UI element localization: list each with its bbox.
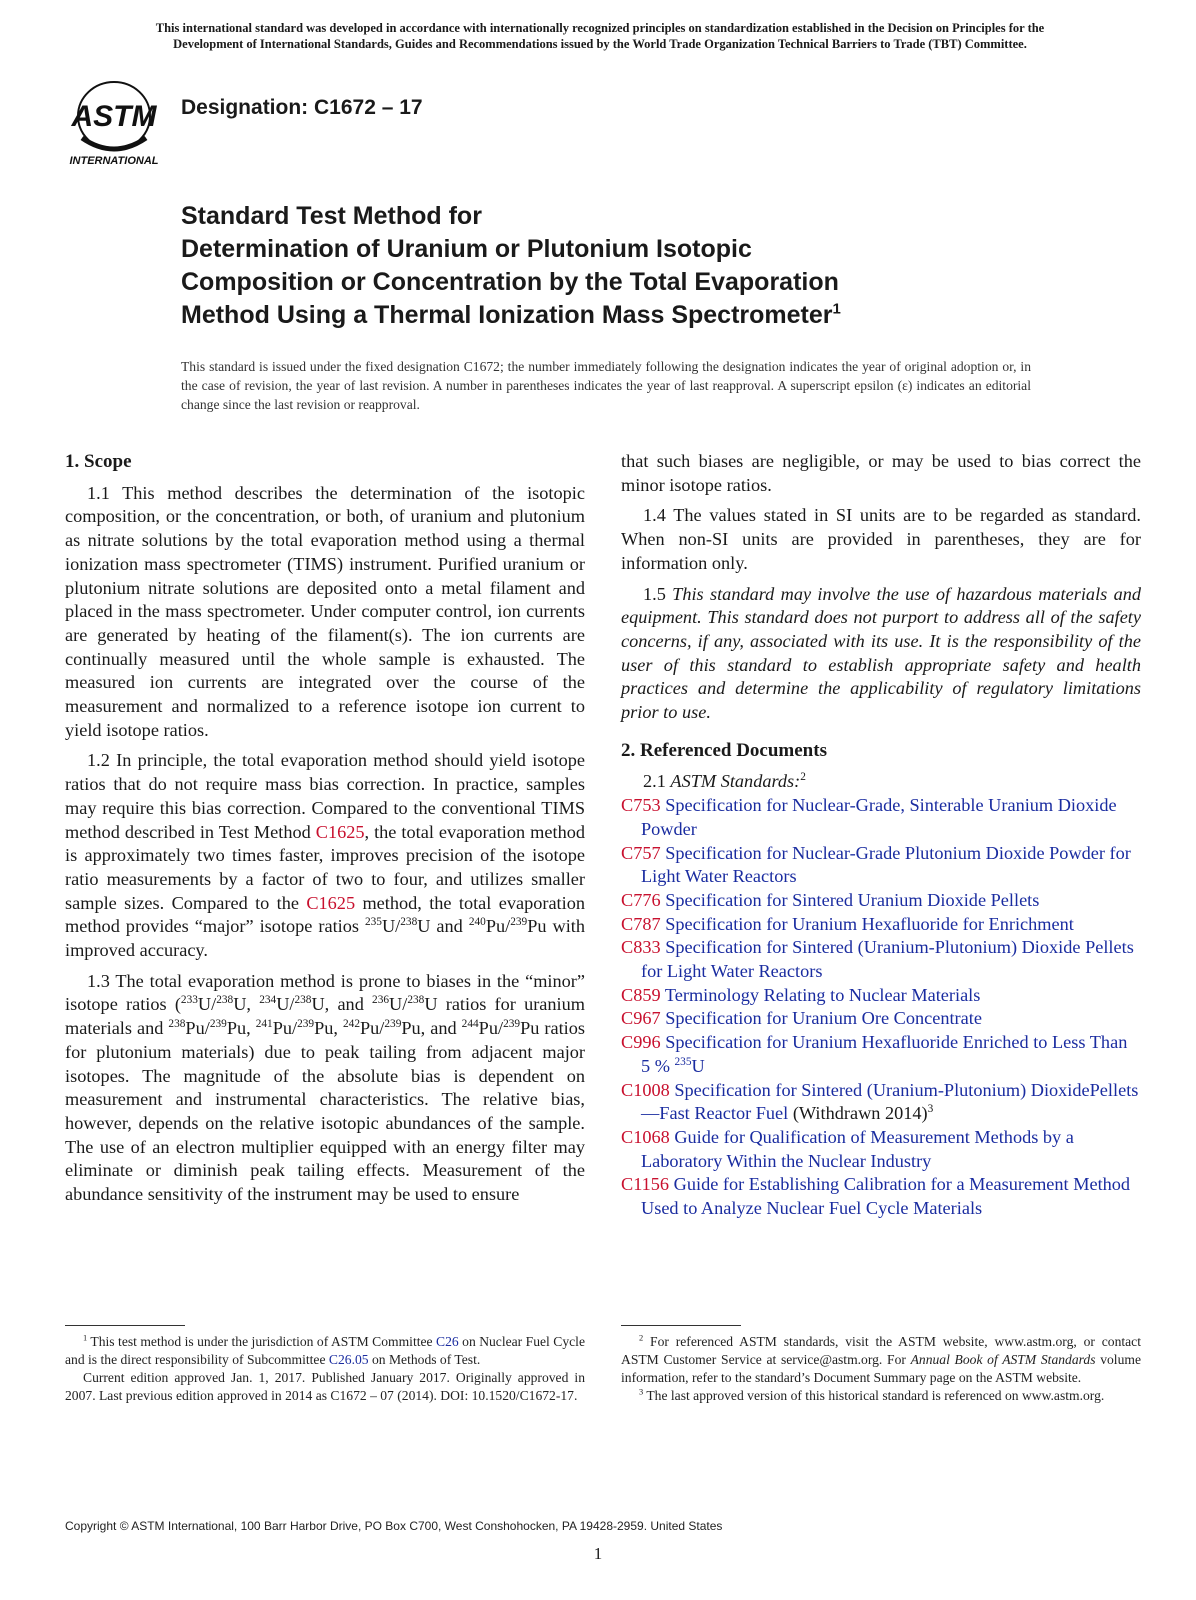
reference-code-link[interactable]: C787	[621, 913, 661, 934]
reference-title-link[interactable]: Guide for Establishing Calibration for a Measurement Method Used to Analyze Nuclear Fuel Cycle Materials	[641, 1174, 1131, 1219]
reference-withdrawn-note: (Withdrawn 2014)	[788, 1103, 928, 1124]
logo-wordmark: ASTM	[71, 100, 157, 133]
scope-heading: 1. Scope	[65, 451, 132, 472]
issuance-notice: This standard is issued under the fixed designation C1672; the number immediately following the designation indicates the year of original adoption or, in the case of revision, the year of last revision. A number in parentheses indicates the year of last reapproval. A superscript epsilon (ε) indicates an editorial change since the last revision or reapproval.	[181, 359, 1031, 412]
title-line-3: Composition or Concentration by the Total Evaporation	[181, 268, 839, 296]
reference-code-link[interactable]: C1008	[621, 1079, 670, 1100]
reference-code-link[interactable]: C1156	[621, 1174, 670, 1195]
reference-item[interactable]	[621, 1173, 1141, 1220]
footnotes-right	[621, 1333, 1141, 1405]
para-1-1: 1.1 This method describes the determination of the isotopic composition, or the concentration, or both, of uranium and plutonium as nitrate solutions by the total evaporation method using a thermal ionization mass spectrometer (TIMS) instrument. Purified uranium or plutonium nitrate solutions are deposited onto a metal filament and placed in the mass spectrometer. Under computer control, ion currents are generated by heating of the filament(s). The ion currents are continually measured until the whole sample is exhausted. The measured ion currents are integrated over the course of the measurement and normalized to a reference isotope ion current to yield isotope ratios.	[65, 482, 585, 740]
reference-item[interactable]	[621, 1007, 1141, 1031]
reference-title-link[interactable]: Guide for Qualification of Measurement Methods by a Laboratory Within the Nuclear Industry	[641, 1126, 1074, 1171]
referenced-heading: 2. Referenced Documents	[621, 739, 827, 761]
link-c1625-2[interactable]: C1625	[306, 892, 356, 913]
title-line-4: Method Using a Thermal Ionization Mass Spectrometer	[181, 301, 833, 329]
title-line-1: Standard Test Method for	[181, 202, 482, 230]
footnote-mark-3: 3	[927, 1103, 934, 1116]
para-1-3-cont: that such biases are negligible, or may be used to bias correct the minor isotope ratios.	[621, 451, 1141, 495]
left-column	[65, 450, 585, 1214]
astm-logo	[62, 78, 167, 168]
reference-code-link[interactable]: C753	[621, 795, 661, 816]
reference-code-link[interactable]: C1068	[621, 1126, 670, 1147]
footnotes-left	[65, 1333, 585, 1405]
reference-item[interactable]	[621, 842, 1141, 889]
footnote-2: $^2$ For referenced ASTM standards, visit the ASTM website, www.astm.org, or contact ASTM Customer Service at service@astm.org. For Annual Book of ASTM Standards volume information, refer to the standard’s Document Summary page on the ASTM website.	[621, 1332, 1141, 1385]
reference-title-link[interactable]: Specification for Uranium Hexafluoride Enriched to Less Than 5 %	[641, 1032, 1128, 1076]
reference-code-link[interactable]: C967	[621, 1008, 661, 1029]
reference-title-link[interactable]: Specification for Sintered (Uranium-Plutonium) Dioxide Pellets for Light Water Reactors	[641, 937, 1134, 982]
reference-title-link[interactable]: Specification for Uranium Hexafluoride for Enrichment	[665, 913, 1074, 934]
reference-code-link[interactable]: C757	[621, 842, 661, 863]
para-1-3: 1.3 The total evaporation method is prone to biases in the “minor” isotope ratios ($^{233}$U/$^{238}$U, $^{234}$U/$^{238}$U, and $^{236}$U/$^{238}$U ratios for uranium materials and $^{238}$Pu/$^{239}$Pu, $^{241}$Pu/$^{239}$Pu, $^{242}$Pu/$^{239}$Pu, and $^{244}$Pu/$^{239}$Pu ratios for plutonium materials) due to peak tailing from adjacent major isotopes. The magnitude of the absolute bias is dependent on measurement and instrumental characteristics. The relative bias, however, depends on the relative isotopic abundances of the sample. The use of an electron multiplier equipped with an energy filter may eliminate or diminish peak tailing effects. Measurement of the abundance sensitivity of the instrument may be used to ensure	[65, 970, 586, 1205]
logo-subtitle: INTERNATIONAL	[69, 155, 159, 167]
copyright-line: Copyright © ASTM International, 100 Barr Harbor Drive, PO Box C700, West Conshohocken, PA 19428-2959. United States	[65, 1519, 723, 1533]
title-line-2: Determination of Uranium or Plutonium Isotopic	[181, 235, 752, 263]
tbt-banner	[60, 20, 1140, 52]
para-1-5: 1.5 This standard may involve the use of hazardous materials and equipment. This standard does not purport to address all of the safety concerns, if any, associated with its use. It is the responsibility of the user of this standard to establish appropriate safety and health practices and determine the applicability of regulatory limitations prior to use.	[621, 583, 1142, 723]
astm-standards-subheading: 2.1 ASTM Standards:$^2$	[643, 771, 806, 792]
link-c26[interactable]: C26	[436, 1334, 459, 1349]
referenced-standards-list	[621, 794, 1141, 1221]
footnote-rule-right	[621, 1325, 741, 1326]
banner-line-2: Development of International Standards, Guides and Recommendations issued by the World Trade Organization Technical Barriers to Trade (TBT) Committee.	[173, 37, 1027, 51]
reference-item[interactable]	[621, 889, 1141, 913]
reference-item[interactable]	[621, 1126, 1141, 1173]
reference-title-link[interactable]: Specification for Sintered (Uranium-Plutonium) DioxidePellets—Fast Reactor Fuel	[641, 1079, 1139, 1124]
isotope-u235: $^{235}$U	[674, 1055, 705, 1076]
reference-title-link[interactable]: Specification for Nuclear-Grade, Sinterable Uranium Dioxide Powder	[641, 795, 1117, 839]
link-c26-05[interactable]: C26.05	[328, 1352, 369, 1367]
reference-item[interactable]	[621, 1031, 1141, 1078]
major-ratios: $^{235}$U/$^{238}$U and $^{240}$Pu/$^{239}$Pu	[364, 916, 547, 937]
title-footnote-mark: 1	[832, 300, 841, 318]
reference-title-link[interactable]: Specification for Sintered Uranium Dioxide Pellets	[665, 889, 1040, 910]
minor-ratios: $^{233}$U/$^{238}$U, $^{234}$U/$^{238}$U, and $^{236}$U/$^{238}$U ratios for uranium materials and $^{238}$Pu/$^{239}$Pu, $^{241}$Pu/$^{239}$Pu, $^{242}$Pu/$^{239}$Pu, and $^{244}$Pu/$^{239}$Pu	[65, 994, 585, 1039]
reference-item[interactable]	[621, 936, 1141, 983]
reference-code-link[interactable]: C996	[621, 1032, 661, 1053]
astm-logo-mark	[62, 78, 167, 168]
footnote-rule-left	[65, 1325, 185, 1326]
para-1-4: 1.4 The values stated in SI units are to be regarded as standard. When non-SI units are provided in parentheses, they are for information only.	[621, 505, 1141, 573]
reference-item[interactable]	[621, 1079, 1141, 1126]
right-column	[621, 450, 1141, 1221]
reference-item[interactable]	[621, 984, 1141, 1008]
footnote-3: $^3$ The last approved version of this historical standard is referenced on www.astm.org.	[639, 1386, 1105, 1403]
reference-item[interactable]	[621, 913, 1141, 937]
reference-title-link[interactable]: Specification for Uranium Ore Concentrate	[665, 1008, 982, 1029]
page-number: 1	[593, 1544, 603, 1563]
reference-title-link[interactable]: Terminology Relating to Nuclear Materials	[664, 984, 981, 1005]
para-1-2: 1.2 In principle, the total evaporation method should yield isotope ratios that do not require mass bias correction. In practice, samples may require this bias correction. Compared to the conventional TIMS method described in Test Method C1625, the total evaporation method is approximately two times faster, improves precision of the isotope ratio measurements by a factor of two to four, and utilizes smaller sample sizes. Compared to the C1625 method, the total evaporation method provides “major” isotope ratios $^{235}$U/$^{238}$U and $^{240}$Pu/$^{239}$Pu with improved accuracy.	[65, 750, 585, 961]
reference-code-link[interactable]: C859	[621, 984, 661, 1005]
document-title	[181, 200, 1081, 332]
reference-code-link[interactable]: C833	[621, 937, 661, 958]
reference-title-link[interactable]: Specification for Nuclear-Grade Plutonium Dioxide Powder for Light Water Reactors	[641, 842, 1131, 887]
banner-line-1: This international standard was developed in accordance with internationally recognized principles on standardization established in the Decision on Principles for the	[155, 21, 1045, 35]
designation: Designation: C1672 – 17	[181, 96, 423, 119]
reference-code-link[interactable]: C776	[621, 889, 661, 910]
link-c1625[interactable]: C1625	[315, 821, 365, 842]
footnote-1: $^1$ This test method is under the jurisdiction of ASTM Committee C26 on Nuclear Fuel Cycle and is the direct responsibility of Subcommittee C26.05 on Methods of Test.	[65, 1332, 585, 1367]
footnote-1-edition: Current edition approved Jan. 1, 2017. Published January 2017. Originally approved in 2007. Last previous edition approved in 2014 as C1672 – 07 (2014). DOI: 10.1520/C1672-17.	[65, 1370, 585, 1403]
reference-item[interactable]	[621, 794, 1141, 841]
